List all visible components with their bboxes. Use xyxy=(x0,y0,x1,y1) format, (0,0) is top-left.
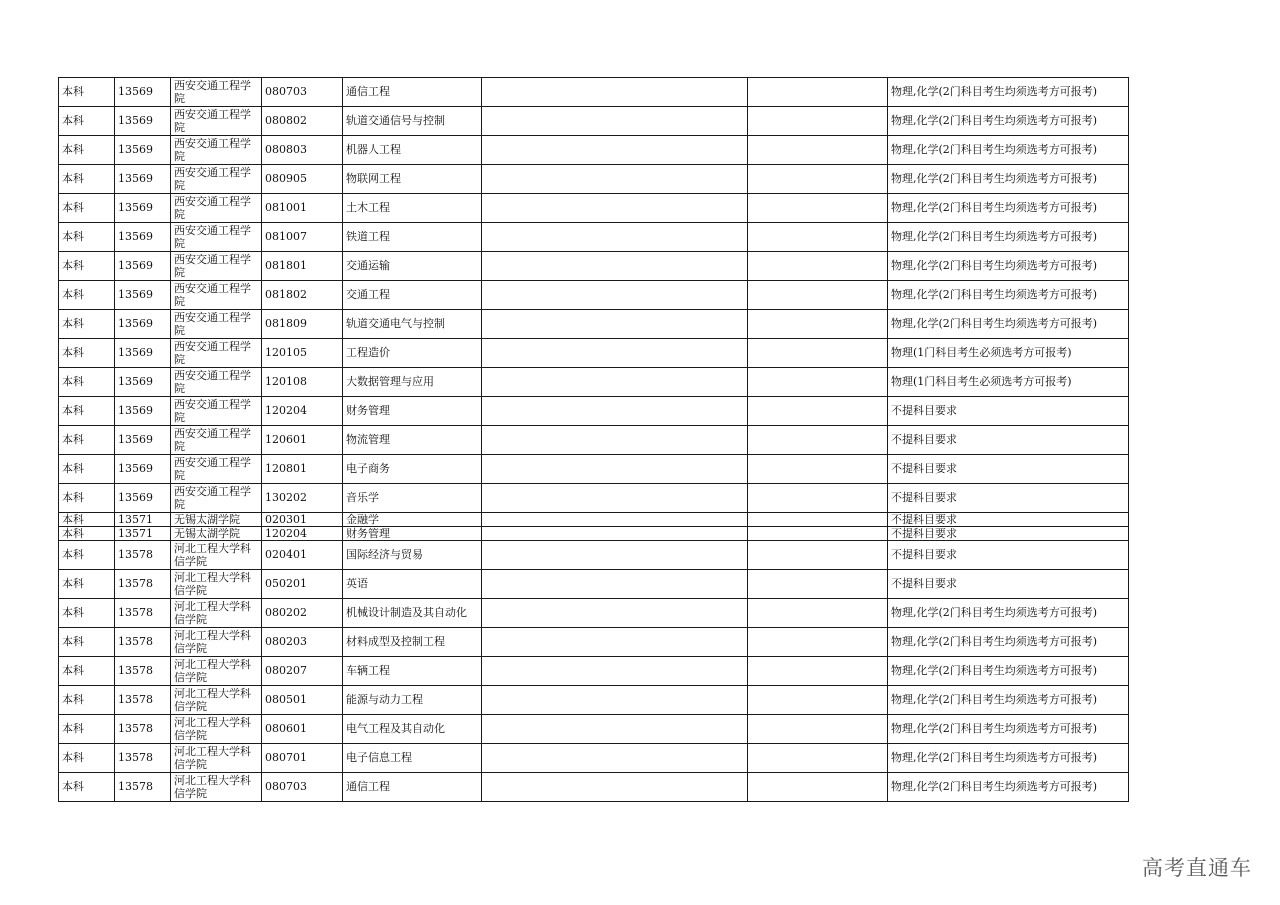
cell-school-code: 13578 xyxy=(115,628,171,657)
cell-subject-requirement: 物理,化学(2门科目考生均须选考方可报考) xyxy=(888,107,1129,136)
table-row xyxy=(59,513,1129,527)
cell-school-code: 13578 xyxy=(115,541,171,570)
cell-level: 本科 xyxy=(59,136,115,165)
cell-major-code: 120204 xyxy=(262,397,343,426)
table-row xyxy=(59,744,1129,773)
cell-blank-1 xyxy=(482,136,748,165)
cell-subject-requirement: 物理(1门科目考生必须选考方可报考) xyxy=(888,368,1129,397)
cell-major-code: 081802 xyxy=(262,281,343,310)
table-row xyxy=(59,715,1129,744)
cell-blank-1 xyxy=(482,628,748,657)
cell-school-code: 13569 xyxy=(115,368,171,397)
cell-blank-2 xyxy=(748,686,888,715)
cell-school: 河北工程大学科信学院 xyxy=(171,657,262,686)
cell-major: 英语 xyxy=(343,570,482,599)
cell-level: 本科 xyxy=(59,281,115,310)
cell-major: 轨道交通信号与控制 xyxy=(343,107,482,136)
cell-school: 西安交通工程学院 xyxy=(171,136,262,165)
cell-major: 机械设计制造及其自动化 xyxy=(343,599,482,628)
cell-blank-2 xyxy=(748,527,888,541)
table-row xyxy=(59,223,1129,252)
cell-blank-1 xyxy=(482,281,748,310)
cell-school: 西安交通工程学院 xyxy=(171,339,262,368)
cell-major-code: 120108 xyxy=(262,368,343,397)
cell-major: 音乐学 xyxy=(343,484,482,513)
cell-major-code: 080202 xyxy=(262,599,343,628)
cell-blank-1 xyxy=(482,194,748,223)
table-row xyxy=(59,527,1129,541)
cell-school-code: 13578 xyxy=(115,657,171,686)
cell-level: 本科 xyxy=(59,744,115,773)
cell-major: 铁道工程 xyxy=(343,223,482,252)
cell-blank-2 xyxy=(748,513,888,527)
cell-blank-1 xyxy=(482,223,748,252)
table-row xyxy=(59,78,1129,107)
cell-blank-2 xyxy=(748,339,888,368)
cell-major-code: 081001 xyxy=(262,194,343,223)
cell-major-code: 081809 xyxy=(262,310,343,339)
cell-major: 机器人工程 xyxy=(343,136,482,165)
cell-blank-2 xyxy=(748,541,888,570)
cell-level: 本科 xyxy=(59,686,115,715)
cell-level: 本科 xyxy=(59,599,115,628)
cell-school-code: 13569 xyxy=(115,281,171,310)
cell-school-code: 13569 xyxy=(115,426,171,455)
cell-blank-2 xyxy=(748,715,888,744)
cell-major: 大数据管理与应用 xyxy=(343,368,482,397)
cell-level: 本科 xyxy=(59,628,115,657)
cell-major: 电子商务 xyxy=(343,455,482,484)
table-row xyxy=(59,686,1129,715)
cell-major-code: 080802 xyxy=(262,107,343,136)
cell-blank-1 xyxy=(482,455,748,484)
cell-blank-2 xyxy=(748,310,888,339)
cell-blank-2 xyxy=(748,744,888,773)
table-row xyxy=(59,107,1129,136)
cell-major-code: 080501 xyxy=(262,686,343,715)
cell-level: 本科 xyxy=(59,541,115,570)
cell-subject-requirement: 不提科目要求 xyxy=(888,397,1129,426)
cell-major-code: 080701 xyxy=(262,744,343,773)
cell-level: 本科 xyxy=(59,773,115,802)
cell-school-code: 13569 xyxy=(115,78,171,107)
cell-school-code: 13569 xyxy=(115,136,171,165)
cell-major-code: 080703 xyxy=(262,773,343,802)
cell-level: 本科 xyxy=(59,252,115,281)
cell-major: 电气工程及其自动化 xyxy=(343,715,482,744)
cell-subject-requirement: 物理,化学(2门科目考生均须选考方可报考) xyxy=(888,686,1129,715)
cell-major-code: 080601 xyxy=(262,715,343,744)
cell-subject-requirement: 不提科目要求 xyxy=(888,570,1129,599)
cell-blank-1 xyxy=(482,484,748,513)
cell-major: 土木工程 xyxy=(343,194,482,223)
cell-school: 西安交通工程学院 xyxy=(171,484,262,513)
cell-subject-requirement: 不提科目要求 xyxy=(888,513,1129,527)
cell-blank-2 xyxy=(748,570,888,599)
cell-major-code: 080203 xyxy=(262,628,343,657)
cell-blank-2 xyxy=(748,165,888,194)
cell-major: 能源与动力工程 xyxy=(343,686,482,715)
cell-school-code: 13578 xyxy=(115,599,171,628)
admission-requirements-table xyxy=(58,77,1129,802)
table-row xyxy=(59,252,1129,281)
cell-major-code: 080207 xyxy=(262,657,343,686)
table-row xyxy=(59,599,1129,628)
cell-school: 西安交通工程学院 xyxy=(171,194,262,223)
cell-level: 本科 xyxy=(59,513,115,527)
cell-level: 本科 xyxy=(59,339,115,368)
cell-school-code: 13578 xyxy=(115,773,171,802)
cell-blank-1 xyxy=(482,78,748,107)
cell-level: 本科 xyxy=(59,570,115,599)
cell-school: 西安交通工程学院 xyxy=(171,165,262,194)
cell-blank-2 xyxy=(748,773,888,802)
cell-major: 轨道交通电气与控制 xyxy=(343,310,482,339)
cell-blank-1 xyxy=(482,541,748,570)
cell-level: 本科 xyxy=(59,310,115,339)
cell-subject-requirement: 物理(1门科目考生必须选考方可报考) xyxy=(888,339,1129,368)
cell-blank-1 xyxy=(482,339,748,368)
cell-school: 河北工程大学科信学院 xyxy=(171,715,262,744)
cell-subject-requirement: 物理,化学(2门科目考生均须选考方可报考) xyxy=(888,773,1129,802)
cell-major: 财务管理 xyxy=(343,397,482,426)
cell-blank-2 xyxy=(748,252,888,281)
cell-level: 本科 xyxy=(59,657,115,686)
cell-subject-requirement: 不提科目要求 xyxy=(888,527,1129,541)
cell-major: 财务管理 xyxy=(343,527,482,541)
cell-major-code: 130202 xyxy=(262,484,343,513)
table-row xyxy=(59,281,1129,310)
cell-school: 西安交通工程学院 xyxy=(171,78,262,107)
cell-subject-requirement: 物理,化学(2门科目考生均须选考方可报考) xyxy=(888,136,1129,165)
cell-subject-requirement: 不提科目要求 xyxy=(888,541,1129,570)
cell-school-code: 13571 xyxy=(115,527,171,541)
cell-major: 金融学 xyxy=(343,513,482,527)
cell-blank-1 xyxy=(482,165,748,194)
cell-school: 西安交通工程学院 xyxy=(171,252,262,281)
cell-major: 车辆工程 xyxy=(343,657,482,686)
cell-school: 河北工程大学科信学院 xyxy=(171,570,262,599)
cell-school-code: 13578 xyxy=(115,570,171,599)
table-row xyxy=(59,773,1129,802)
cell-level: 本科 xyxy=(59,107,115,136)
cell-blank-2 xyxy=(748,136,888,165)
cell-major: 工程造价 xyxy=(343,339,482,368)
cell-school-code: 13569 xyxy=(115,194,171,223)
cell-blank-1 xyxy=(482,570,748,599)
cell-major-code: 080703 xyxy=(262,78,343,107)
cell-blank-1 xyxy=(482,107,748,136)
cell-school: 河北工程大学科信学院 xyxy=(171,599,262,628)
cell-subject-requirement: 物理,化学(2门科目考生均须选考方可报考) xyxy=(888,628,1129,657)
cell-major-code: 020301 xyxy=(262,513,343,527)
cell-blank-2 xyxy=(748,368,888,397)
cell-blank-2 xyxy=(748,426,888,455)
cell-blank-1 xyxy=(482,426,748,455)
cell-subject-requirement: 不提科目要求 xyxy=(888,484,1129,513)
cell-level: 本科 xyxy=(59,484,115,513)
cell-subject-requirement: 物理,化学(2门科目考生均须选考方可报考) xyxy=(888,78,1129,107)
cell-school: 西安交通工程学院 xyxy=(171,397,262,426)
cell-school: 河北工程大学科信学院 xyxy=(171,744,262,773)
cell-subject-requirement: 物理,化学(2门科目考生均须选考方可报考) xyxy=(888,194,1129,223)
cell-blank-1 xyxy=(482,310,748,339)
cell-school: 无锡太湖学院 xyxy=(171,513,262,527)
cell-blank-2 xyxy=(748,397,888,426)
cell-school-code: 13569 xyxy=(115,223,171,252)
cell-level: 本科 xyxy=(59,78,115,107)
table-row xyxy=(59,310,1129,339)
cell-school-code: 13569 xyxy=(115,165,171,194)
cell-major-code: 120204 xyxy=(262,527,343,541)
cell-blank-2 xyxy=(748,107,888,136)
table-row xyxy=(59,194,1129,223)
cell-level: 本科 xyxy=(59,194,115,223)
table-row xyxy=(59,628,1129,657)
cell-blank-2 xyxy=(748,78,888,107)
cell-school-code: 13569 xyxy=(115,455,171,484)
cell-level: 本科 xyxy=(59,223,115,252)
cell-school-code: 13569 xyxy=(115,107,171,136)
cell-blank-1 xyxy=(482,686,748,715)
table-row xyxy=(59,484,1129,513)
cell-school-code: 13569 xyxy=(115,484,171,513)
cell-major-code: 120801 xyxy=(262,455,343,484)
cell-subject-requirement: 不提科目要求 xyxy=(888,426,1129,455)
table-body xyxy=(59,78,1129,802)
table-row xyxy=(59,397,1129,426)
cell-blank-1 xyxy=(482,368,748,397)
cell-major: 通信工程 xyxy=(343,78,482,107)
cell-school: 西安交通工程学院 xyxy=(171,368,262,397)
cell-school-code: 13578 xyxy=(115,715,171,744)
cell-blank-2 xyxy=(748,281,888,310)
cell-blank-2 xyxy=(748,223,888,252)
cell-major-code: 050201 xyxy=(262,570,343,599)
cell-major: 材料成型及控制工程 xyxy=(343,628,482,657)
cell-level: 本科 xyxy=(59,426,115,455)
cell-subject-requirement: 不提科目要求 xyxy=(888,455,1129,484)
table-row xyxy=(59,136,1129,165)
cell-subject-requirement: 物理,化学(2门科目考生均须选考方可报考) xyxy=(888,252,1129,281)
cell-blank-2 xyxy=(748,657,888,686)
cell-major: 物流管理 xyxy=(343,426,482,455)
cell-school-code: 13571 xyxy=(115,513,171,527)
cell-major-code: 080803 xyxy=(262,136,343,165)
cell-subject-requirement: 物理,化学(2门科目考生均须选考方可报考) xyxy=(888,165,1129,194)
cell-school-code: 13578 xyxy=(115,686,171,715)
cell-school: 无锡太湖学院 xyxy=(171,527,262,541)
cell-major-code: 120601 xyxy=(262,426,343,455)
cell-major: 国际经济与贸易 xyxy=(343,541,482,570)
table-row xyxy=(59,455,1129,484)
cell-blank-2 xyxy=(748,628,888,657)
watermark-text: 高考直通车 xyxy=(1142,856,1252,880)
cell-school-code: 13569 xyxy=(115,252,171,281)
cell-blank-1 xyxy=(482,715,748,744)
cell-blank-1 xyxy=(482,599,748,628)
cell-school-code: 13569 xyxy=(115,397,171,426)
table-row xyxy=(59,657,1129,686)
cell-school: 河北工程大学科信学院 xyxy=(171,541,262,570)
cell-blank-2 xyxy=(748,599,888,628)
cell-subject-requirement: 物理,化学(2门科目考生均须选考方可报考) xyxy=(888,310,1129,339)
cell-subject-requirement: 物理,化学(2门科目考生均须选考方可报考) xyxy=(888,281,1129,310)
cell-school: 河北工程大学科信学院 xyxy=(171,686,262,715)
cell-blank-2 xyxy=(748,194,888,223)
cell-subject-requirement: 物理,化学(2门科目考生均须选考方可报考) xyxy=(888,599,1129,628)
cell-blank-1 xyxy=(482,773,748,802)
table-row xyxy=(59,165,1129,194)
cell-major-code: 080905 xyxy=(262,165,343,194)
cell-school-code: 13578 xyxy=(115,744,171,773)
cell-school: 河北工程大学科信学院 xyxy=(171,628,262,657)
cell-school: 西安交通工程学院 xyxy=(171,223,262,252)
cell-subject-requirement: 物理,化学(2门科目考生均须选考方可报考) xyxy=(888,657,1129,686)
cell-blank-1 xyxy=(482,252,748,281)
cell-blank-2 xyxy=(748,484,888,513)
cell-major: 交通运输 xyxy=(343,252,482,281)
cell-blank-1 xyxy=(482,513,748,527)
cell-school: 西安交通工程学院 xyxy=(171,426,262,455)
cell-level: 本科 xyxy=(59,455,115,484)
cell-major-code: 020401 xyxy=(262,541,343,570)
cell-major: 物联网工程 xyxy=(343,165,482,194)
cell-level: 本科 xyxy=(59,165,115,194)
cell-school-code: 13569 xyxy=(115,310,171,339)
cell-subject-requirement: 物理,化学(2门科目考生均须选考方可报考) xyxy=(888,223,1129,252)
table-row xyxy=(59,570,1129,599)
cell-blank-1 xyxy=(482,397,748,426)
table-row xyxy=(59,426,1129,455)
cell-major: 交通工程 xyxy=(343,281,482,310)
cell-major: 电子信息工程 xyxy=(343,744,482,773)
cell-blank-1 xyxy=(482,527,748,541)
cell-blank-1 xyxy=(482,657,748,686)
cell-school: 西安交通工程学院 xyxy=(171,107,262,136)
cell-subject-requirement: 物理,化学(2门科目考生均须选考方可报考) xyxy=(888,715,1129,744)
cell-school-code: 13569 xyxy=(115,339,171,368)
cell-school: 西安交通工程学院 xyxy=(171,455,262,484)
cell-major-code: 120105 xyxy=(262,339,343,368)
cell-blank-2 xyxy=(748,455,888,484)
cell-subject-requirement: 物理,化学(2门科目考生均须选考方可报考) xyxy=(888,744,1129,773)
cell-school: 西安交通工程学院 xyxy=(171,281,262,310)
cell-level: 本科 xyxy=(59,527,115,541)
table-row xyxy=(59,339,1129,368)
cell-blank-1 xyxy=(482,744,748,773)
cell-level: 本科 xyxy=(59,368,115,397)
cell-level: 本科 xyxy=(59,715,115,744)
cell-major-code: 081801 xyxy=(262,252,343,281)
table-row xyxy=(59,368,1129,397)
cell-major-code: 081007 xyxy=(262,223,343,252)
table-row xyxy=(59,541,1129,570)
cell-school: 河北工程大学科信学院 xyxy=(171,773,262,802)
cell-major: 通信工程 xyxy=(343,773,482,802)
cell-school: 西安交通工程学院 xyxy=(171,310,262,339)
cell-level: 本科 xyxy=(59,397,115,426)
